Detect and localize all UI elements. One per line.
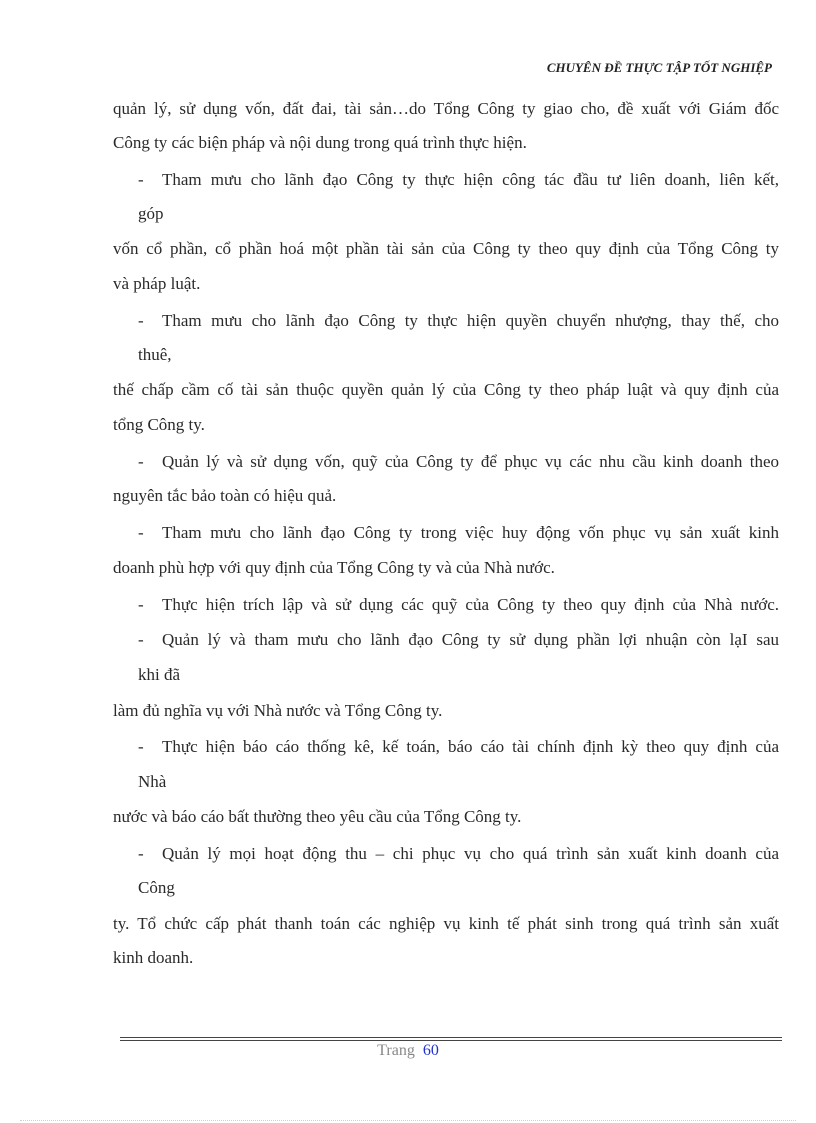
body-line: làm đủ nghĩa vụ với Nhà nước và Tổng Công ty. xyxy=(113,701,443,720)
body-line: thuê, xyxy=(138,345,172,364)
bullet-dash: - xyxy=(138,523,144,542)
body-line: ty. Tổ chức cấp phát thanh toán các nghiệp vụ kinh tế phát sinh trong quá trình sản xuất xyxy=(113,914,779,933)
footer-rule xyxy=(120,1037,782,1038)
body-line: và pháp luật. xyxy=(113,274,201,293)
body-line: quản lý, sử dụng vốn, đất đai, tài sản…do Tổng Công ty giao cho, đề xuất với Giám đốc xyxy=(113,99,779,118)
bullet-text: Quản lý và tham mưu cho lãnh đạo Công ty sử dụng phần lợi nhuận còn lạI sau xyxy=(162,630,779,649)
page-bottom-divider xyxy=(20,1120,796,1121)
body-line: nguyên tắc bảo toàn có hiệu quả. xyxy=(113,486,337,505)
bullet-dash: - xyxy=(138,452,144,471)
bullet-text: Tham mưu cho lãnh đạo Công ty thực hiện quyền chuyển nhượng, thay thế, cho xyxy=(162,311,779,330)
bullet-dash: - xyxy=(138,311,144,330)
body-line: tổng Công ty. xyxy=(113,415,205,434)
body-line: nước và báo cáo bất thường theo yêu cầu của Tổng Công ty. xyxy=(113,807,522,826)
page-header: CHUYÊN ĐỀ THỰC TẬP TỐT NGHIỆP xyxy=(546,60,772,75)
bullet-dash: - xyxy=(138,844,144,863)
bullet-line xyxy=(138,594,779,616)
bullet-dash: - xyxy=(138,630,144,649)
bullet-text: Quản lý mọi hoạt động thu – chi phục vụ cho quá trình sản xuất kinh doanh của xyxy=(162,844,779,863)
page-label: Trang xyxy=(377,1042,415,1059)
bullet-text: Quản lý và sử dụng vốn, quỹ của Công ty để phục vụ các nhu cầu kinh doanh theo xyxy=(162,452,779,471)
body-line: Công xyxy=(138,878,175,897)
bullet-text: Thực hiện báo cáo thống kê, kế toán, báo cáo tài chính định kỳ theo quy định của xyxy=(162,737,779,756)
footer-rule xyxy=(120,1040,782,1041)
bullet-text: Thực hiện trích lập và sử dụng các quỹ của Công ty theo quy định của Nhà nước. xyxy=(162,595,779,614)
body-line: khi đã xyxy=(138,665,181,684)
body-line: thế chấp cầm cố tài sản thuộc quyền quản lý của Công ty theo pháp luật và quy định của xyxy=(113,380,779,399)
body-line: kinh doanh. xyxy=(113,948,194,967)
bullet-line xyxy=(138,522,779,544)
bullet-line xyxy=(138,629,779,651)
body-line: Nhà xyxy=(138,772,167,791)
page-number: 60 xyxy=(422,1042,439,1059)
body-line: doanh phù hợp với quy định của Tổng Công ty và của Nhà nước. xyxy=(113,558,555,577)
bullet-dash: - xyxy=(138,595,144,614)
bullet-line xyxy=(138,451,779,473)
body-line: vốn cổ phần, cổ phần hoá một phần tài sản của Công ty theo quy định của Tổng Công ty xyxy=(113,239,779,258)
bullet-line xyxy=(138,843,779,865)
page-footer xyxy=(0,1042,816,1060)
bullet-line xyxy=(138,169,779,191)
bullet-text: Tham mưu cho lãnh đạo Công ty thực hiện công tác đầu tư liên doanh, liên kết, xyxy=(162,170,779,189)
bullet-line xyxy=(138,310,779,332)
bullet-dash: - xyxy=(138,737,144,756)
bullet-line xyxy=(138,736,779,758)
body-line: Công ty các biện pháp và nội dung trong quá trình thực hiện. xyxy=(113,133,527,152)
body-line: góp xyxy=(138,204,164,223)
bullet-dash: - xyxy=(138,170,144,189)
bullet-text: Tham mưu cho lãnh đạo Công ty trong việc huy động vốn phục vụ sản xuất kinh xyxy=(162,523,779,542)
